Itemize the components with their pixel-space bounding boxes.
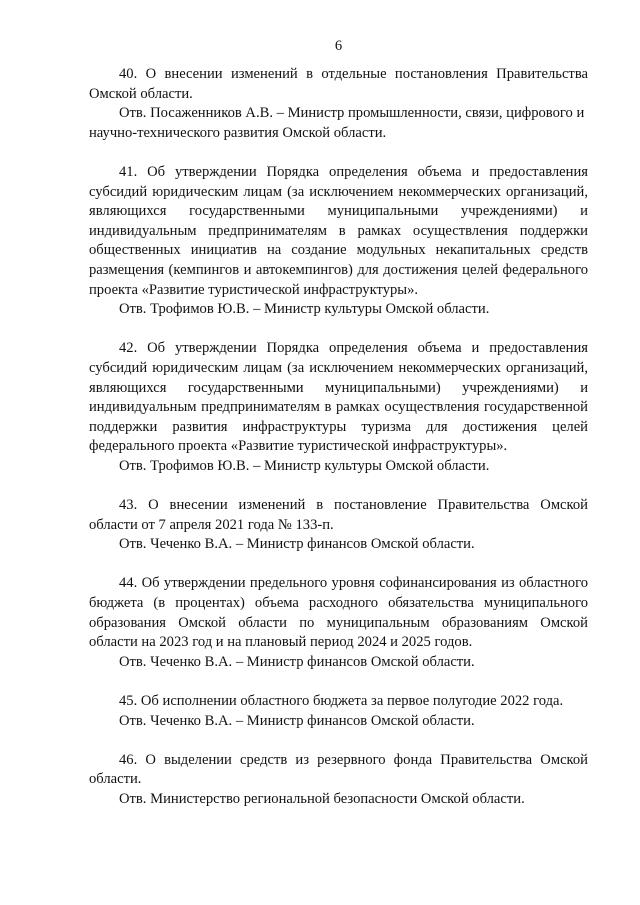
agenda-item-40: [89, 65, 588, 143]
agenda-item-46: [89, 751, 588, 810]
page-number: 6: [334, 38, 343, 54]
agenda-item-44: [89, 574, 588, 672]
document-page: [89, 37, 588, 810]
agenda-item-42: [89, 339, 588, 476]
agenda-item-41: [89, 163, 588, 320]
agenda-item-title: 46. О выделении средств из резервного фонда Правительства Омской области.: [89, 751, 588, 788]
agenda-item-title: 42. Об утверждении Порядка определения объема и предоставления субсидий юридическим лицам (за исключением некоммерческих организаций, являющихся государственными муниципальными) учреждениями) и индивидуальным предпринимателям в рамках осуществления государственной поддержки развития инфраструктуры туризма для достижения целей федерального проекта «Развитие туристической инфраструктуры».: [89, 340, 588, 455]
agenda-item-title: 41. Об утверждении Порядка определения объема и предоставления субсидий юридическим лицам (за исключением некоммерческих организаций, являющихся государственными муниципальными учреждениями) и индивидуальным предпринимателям в рамках осуществления поддержки общественных инициатив на создание модульных некапитальных средств размещения (кемпингов и автокемпингов) для достижения целей федерального проекта «Развитие туристической инфраструктуры».: [89, 163, 588, 298]
agenda-item-title: 44. Об утверждении предельного уровня софинансирования из областного бюджета (в процентах) объема расходного обязательства муниципального образования Омской области по муниципальным образованиям Омской области на 2023 год и на плановый период 2024 и 2025 годов.: [89, 575, 588, 651]
agenda-item-45: [89, 692, 588, 731]
agenda-item-responsible: Отв. Чеченко В.А. – Министр финансов Омской области.: [119, 536, 475, 553]
agenda-item-title: 45. Об исполнении областного бюджета за первое полугодие 2022 года.: [119, 693, 564, 709]
agenda-item-responsible: Отв. Чеченко В.А. – Министр финансов Омской области.: [119, 653, 475, 670]
agenda-item-43: [89, 496, 588, 555]
agenda-item-responsible: Отв. Трофимов Ю.В. – Министр культуры Омской области.: [119, 301, 490, 318]
agenda-item-responsible: Отв. Чеченко В.А. – Министр финансов Омской области.: [119, 712, 475, 729]
agenda-item-responsible: Отв. Посаженников А.В. – Министр промышленности, связи, цифрового и научно-технического развития Омской области.: [89, 105, 585, 141]
agenda-item-title: 40. О внесении изменений в отдельные постановления Правительства Омской области.: [89, 66, 588, 102]
agenda-item-responsible: Отв. Трофимов Ю.В. – Министр культуры Омской области.: [119, 457, 490, 474]
agenda-item-title: 43. О внесении изменений в постановление Правительства Омской области от 7 апреля 2021 года № 133-п.: [89, 497, 588, 533]
agenda-item-responsible: Отв. Министерство региональной безопасности Омской области.: [119, 790, 525, 807]
